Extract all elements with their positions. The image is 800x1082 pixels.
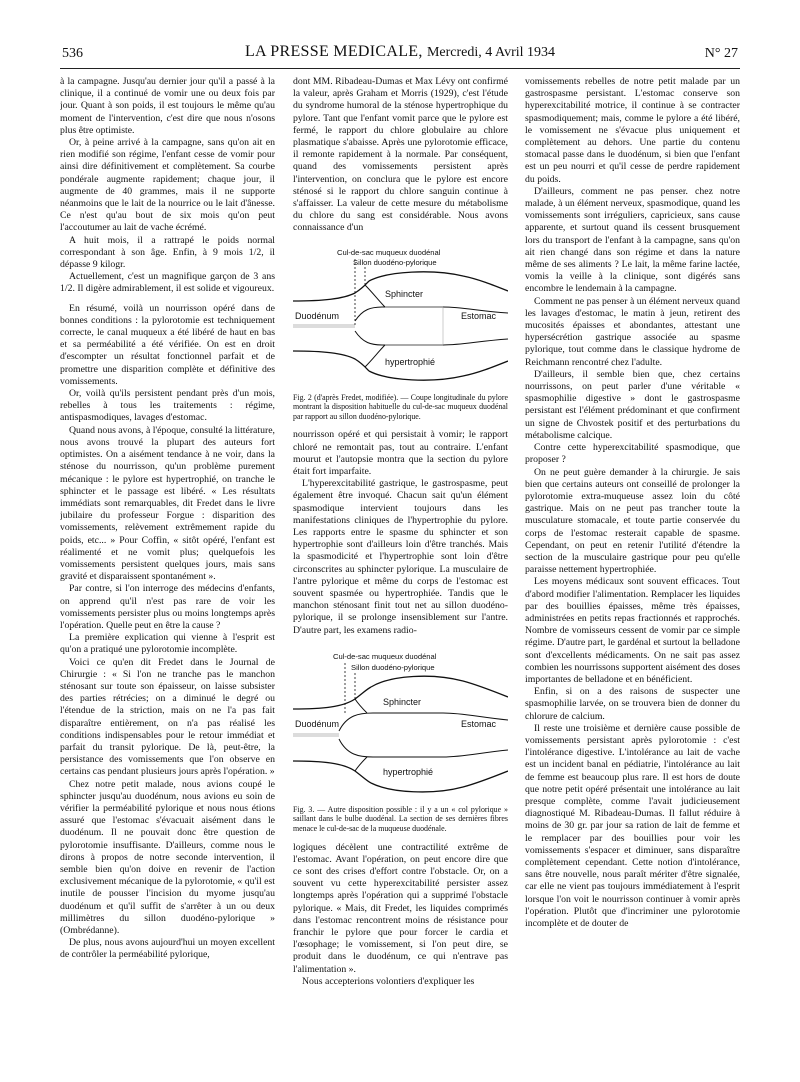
label-duodenum: Duodénum (295, 310, 340, 321)
paragraph: Il reste une troisième et dernière cause possible de vomissements persistant après pylorotomie : c'est l'intolérance digestive. L'intolérance au lait de vache est un incident banal en pédiatrie, l'intolérance au lait de femme est beaucoup plus rare. Il est hors de doute que notre petit opéré présentait une intolérance au lait presque complète, comme l'avait judicieusement diagnostiqué M. Ribadeau-Dumas. Il fallut réduire à moins de 30 gr. par jour sa ration de lait de femme et le remplacer par des bouillies pour voir les vomissements s'espacer et diminuer, sans disparaître complètement cependant. Cette notion d'intolérance, sans être nouvelle, nous paraît mériter d'être signalée, car elle ne vient pas toujours immédiatement à l'esprit lorsque l'on voit le nourrisson continuer à vomir après l'opération. Plutôt que d'incriminer une pylorotomie incomplète et de douter de (525, 722, 740, 930)
page-header (60, 42, 740, 69)
paragraph: logiques décèlent une contractilité extrême de l'estomac. Avant l'opération, on peut encore dire que ce sont des crises d'effort contre l'obstacle. Or, on a souvent vu cette hyperexcitabilité persister assez longtemps après l'opération qui a supprimé l'obstacle pylorique. « Mais, dit Fredet, les liquides comprimés dans l'estomac rencontrent moins de résistance pour franchir le pylore que pour forcer le cardia et l'œsophage; le vomissement, si l'on peut dire, se produit dans le duodénum, ce qui n'entrave pas l'alimentation ». (293, 841, 508, 975)
label-hypertrophie: hypertrophié (385, 356, 436, 367)
paragraph: vomissements rebelles de notre petit malade par un gastrospasme persistant. L'estomac conserve son hyperexcitabilité motrice, il continue à se contracter spasmodiquement; mais, comme le pylore a été libéré, le vomissement ne s'évacue plus uniquement et complètement au dehors. Une partie du contenu stomacal passe dans le duodénum, si bien que l'enfant est un peu nourri et qu'il cesse de perdre rapidement du poids. (525, 76, 740, 185)
figure-3 (293, 643, 508, 834)
label-sphincter: Sphincter (385, 288, 424, 299)
label-estomac: Estomac (461, 310, 497, 321)
figure-3-drawing (293, 643, 508, 803)
paragraph: D'ailleurs, il semble bien que, chez certains nourrissons, on peut parler d'une véritable « spasmophilie digestive » dont le gastrospasme persistant est l'élément prédominant et que confirment un signe de Chvostek positif et des perturbations du métabolisme calcique. (525, 368, 740, 441)
label-duodenum: Duodénum (295, 718, 340, 729)
paragraph: Voici ce qu'en dit Fredet dans le Journal de Chirurgie : « Si l'on ne tranche pas le manchon sténosant sur toute son épaisseur, on laisse subsister des parties rétrécies; on a diminué le degré ou l'étendue de la striction, mais on ne l'a pas fait disparaître entièrement, on n'a pas réalisé les conditions indispensables pour le retour immédiat et parfait du transit pylorique. De là, peut-être, la persistance des vomissements que l'on observe en certains cas pendant plusieurs jours après l'opération. » (60, 656, 275, 778)
paragraph: La première explication qui vienne à l'esprit est qu'on a pratiqué une pylorotomie incomplète. (60, 632, 275, 656)
label-cul-de-sac: Cul-de-sac muqueux duodénal (333, 651, 437, 661)
journal-title-line (60, 43, 740, 61)
paragraph: Enfin, si on a des raisons de suspecter une spasmophilie larvée, on se trouvera bien de donner du chlorure de calcium. (525, 686, 740, 722)
paragraph: Par contre, si l'on interroge des médecins d'enfants, on apprend qu'il n'est pas rare de voir les vomissements persister plus ou moins longtemps après l'opération. Quelle peut en être la cause ? (60, 583, 275, 631)
paragraph: A huit mois, il a rattrapé le poids normal correspondant à son âge. Enfin, à 9 mois 1/2, il dépasse 9 kilogr. (60, 234, 275, 271)
paragraph: Contre cette hyperexcitabilité spasmodique, que proposer ? (525, 442, 740, 466)
label-cul-de-sac: Cul-de-sac muqueux duodénal (337, 247, 441, 257)
label-estomac: Estomac (461, 718, 497, 729)
page-number: 536 (62, 46, 83, 61)
paragraph: L'hyperexcitabilité gastrique, le gastrospasme, peut également être invoqué. Chacun sait qu'un élément spasmodique intervient toujours dans les manifestations cliniques de l'hypertrophie du pylore. Les rapports entre le spasme du sphincter et son hypertrophie sont d'ailleurs loin d'être tranchés. Mais la spasmodicité et l'hypertrophie sont loin d'être circonscrites au sphincter pylorique. La musculaire de l'antre pylorique et même du corps de l'estomac est souvent spasmée ou hypertrophiée. Tandis que le manchon sténosant finit tout net au sillon duodéno-pylorique, il se prolonge insensiblement sur l'antre. D'autre part, les examens radio- (293, 478, 508, 636)
paragraph: D'ailleurs, comment ne pas penser. chez notre malade, à un élément nerveux, spasmodique, quand les vomissements sont irréguliers, capricieux, sans cause apparente, et surtout quand ils cessent brusquement lors du transport de l'enfant à la campagne, sans qu'on ait rien changé dans son régime et dans la nature même de ses aliments ? Le lait, la même farine lactée, vomis la veille à la clinique, sont digérés sans encombre le lendemain à la campagne. (525, 185, 740, 295)
paragraph: Quand nous avons, à l'époque, consulté la littérature, nous avons trouvé la plupart des auteurs fort optimistes. On a aisément tendance à ne voir, dans la sténose du nourrisson, qu'un problème purement mécanique : le pylore est hypertrophié, on tranche le sphincter et le passage est libéré. « Les résultats immédiats sont remarquables, dit Fredet dans le livre jubilaire du professeur Forgue : disparition des vomissements, relèvement extrêmement rapide du poids, etc... » Pour Coffin, « sitôt opéré, l'enfant est réalimenté et ne vomit plus; quelquefois les vomissements persistent quelques jours, mais sans gravité et disparaissent spontanément ». (60, 424, 275, 583)
paragraph: Or, voilà qu'ils persistent pendant près d'un mois, rebelles à tous les traitements : régime, antispasmodiques, lavages d'estomac. (60, 388, 275, 424)
label-sillon: Sillon duodéno-pylorique (353, 257, 437, 267)
label-sphincter: Sphincter (383, 696, 422, 707)
paragraph: En résumé, voilà un nourrisson opéré dans de bonnes conditions : la pylorotomie est techniquement correcte, le canal muqueux a été libéré de haut en bas et sa perméabilité a été vérifiée. On est en droit d'escompter un résultat fonctionnel parfait et de promettre une disparition complète et définitive des vomissements. (60, 302, 275, 387)
paragraph: dont MM. Ribadeau-Dumas et Max Lévy ont confirmé la valeur, après Graham et Morris (1929), c'est l'étude du syndrome humoral de la sténose hypertrophique du pylore. Tant que l'enfant vomit parce que le pylore est fermé, le rapport du chlore globulaire au chlore plasmatique s'abaisse. Après une pylorotomie efficace, il remonte rapidement à la normale. Par conséquent, quand des vomissements persistent après l'intervention, on conclura que le pylore est encore sténosé si le rapport du chlore sanguin continue à s'affaisser. La valeur de cette mesure du métabolisme du chlore du sang est considérable. Nous avons connaissance d'un (293, 76, 508, 234)
figure-3-caption: Fig. 3. — Autre disposition possible : il y a un « col pylorique » saillant dans le bulbe duodénal. La section de ses dernières fibres menace le cul-de-sac de la muqueuse duodénale. (293, 804, 508, 834)
paragraph: Actuellement, c'est un magnifique garçon de 3 ans 1/2. Il digère admirablement, il est solide et vigoureux. (60, 271, 275, 295)
paragraph: Or, à peine arrivé à la campagne, sans qu'on ait en rien modifié son régime, l'enfant cesse de vomir pour ainsi dire définitivement et complètement. Sa courbe pondérale augmente rapidement; chaque jour, il augmente de 40 grammes, mais il ne supporte néanmoins que le lait de la nourrice ou le lait d'ânesse. Ce n'est qu'au bout de six mois qu'on peut l'accoutumer au lait de vache écrémé. (60, 137, 275, 234)
label-hypertrophie: hypertrophié (383, 766, 434, 777)
paragraph: On ne peut guère demander à la chirurgie. Je sais bien que certains auteurs ont conseillé de prolonger la pylorotomie extra-muqueuse assez loin du côté gastrique. Mais on ne peut pas trancher toute la musculature stomacale, et toute partie conservée du corps de l'estomac resterait capable de spasme. Cependant, on peut en retenir l'utilité d'étendre la section de la musculaire gastrique pour peu qu'elle paraisse nettement hypertrophiée. (525, 466, 740, 576)
column-left (60, 76, 275, 1068)
label-sillon: Sillon duodéno-pylorique (351, 662, 435, 672)
paragraph: Les moyens médicaux sont souvent efficaces. Tout d'abord modifier l'alimentation. Remplacer les liquides par des bouillies épaisses, même très épaisses, administrées en petits repas fractionnés et rapprochés. Nombre de vomisseurs cessent de vomir par ce simple régime. D'autre part, le gardénal et surtout la belladone sont d'excellents médicaments. On ne sait pas assez combien les nourrissons supportent aisément des doses importantes de belladone et en bénéficient. (525, 576, 740, 685)
issue-number: N° 27 (704, 46, 738, 61)
figure-2 (293, 241, 508, 422)
issue-date: Mercredi, 4 Avril 1934 (426, 45, 556, 60)
figure-2-drawing (293, 241, 508, 391)
paragraph: Chez notre petit malade, nous avions coupé le sphincter jusqu'au duodénum, nous avions eu soin de vérifier la perméabilité pylorique et nous nous étions assuré que l'estomac s'évacuait aisément dans le duodénum. Il ne pouvait donc être question de pylorotomie insuffisante. D'ailleurs, comme nous le dirons à propos de notre seconde intervention, il semble bien qu'on doive en revenir de l'action exclusivement mécanique de la pylorotomie, « qu'il est inutile de pousser l'incision du myome jusqu'au duodénum et qu'il suffit de s'arrêter à un ou deux millimètres du sillon duodéno-pylorique » (Ombrédanne). (60, 778, 275, 937)
paragraph: à la campagne. Jusqu'au dernier jour qu'il a passé à la clinique, il a continué de vomir une ou deux fois par jour. Quant à son poids, il est toujours le même qu'au moment de l'intervention, c'est dire que nous n'osons plus être optimiste. (60, 76, 275, 136)
column-middle (293, 76, 508, 1068)
figure-2-caption: Fig. 2 (d'après Fredet, modifiée). — Coupe longitudinale du pylore montrant la disposition habituelle du cul-de-sac muqueux duodénal par rapport au sillon duodéno-pylorique. (293, 392, 508, 421)
column-right (525, 76, 740, 1068)
paragraph: De plus, nous avons aujourd'hui un moyen excellent de contrôler la perméabilité pylorique, (60, 937, 275, 961)
journal-title: LA PRESSE MEDICALE, (244, 43, 423, 60)
paragraph: Comment ne pas penser à un élément nerveux quand les lavages d'estomac, le matin à jeun, retirent des mucosités épaisses et abondantes, attestant une hypersécrétion gastrique associée au spasme pylorique, tout comme dans le classique hydrome de Reichmann rencontré chez l'adulte. (525, 295, 740, 368)
paragraph: nourrisson opéré et qui persistait à vomir; le rapport chloré ne remontait pas, tout au contraire. L'enfant mourut et l'autopsie montra que la section du pylore était fort imparfaite. (293, 429, 508, 478)
paragraph: Nous accepterions volontiers d'expliquer les (302, 975, 475, 987)
